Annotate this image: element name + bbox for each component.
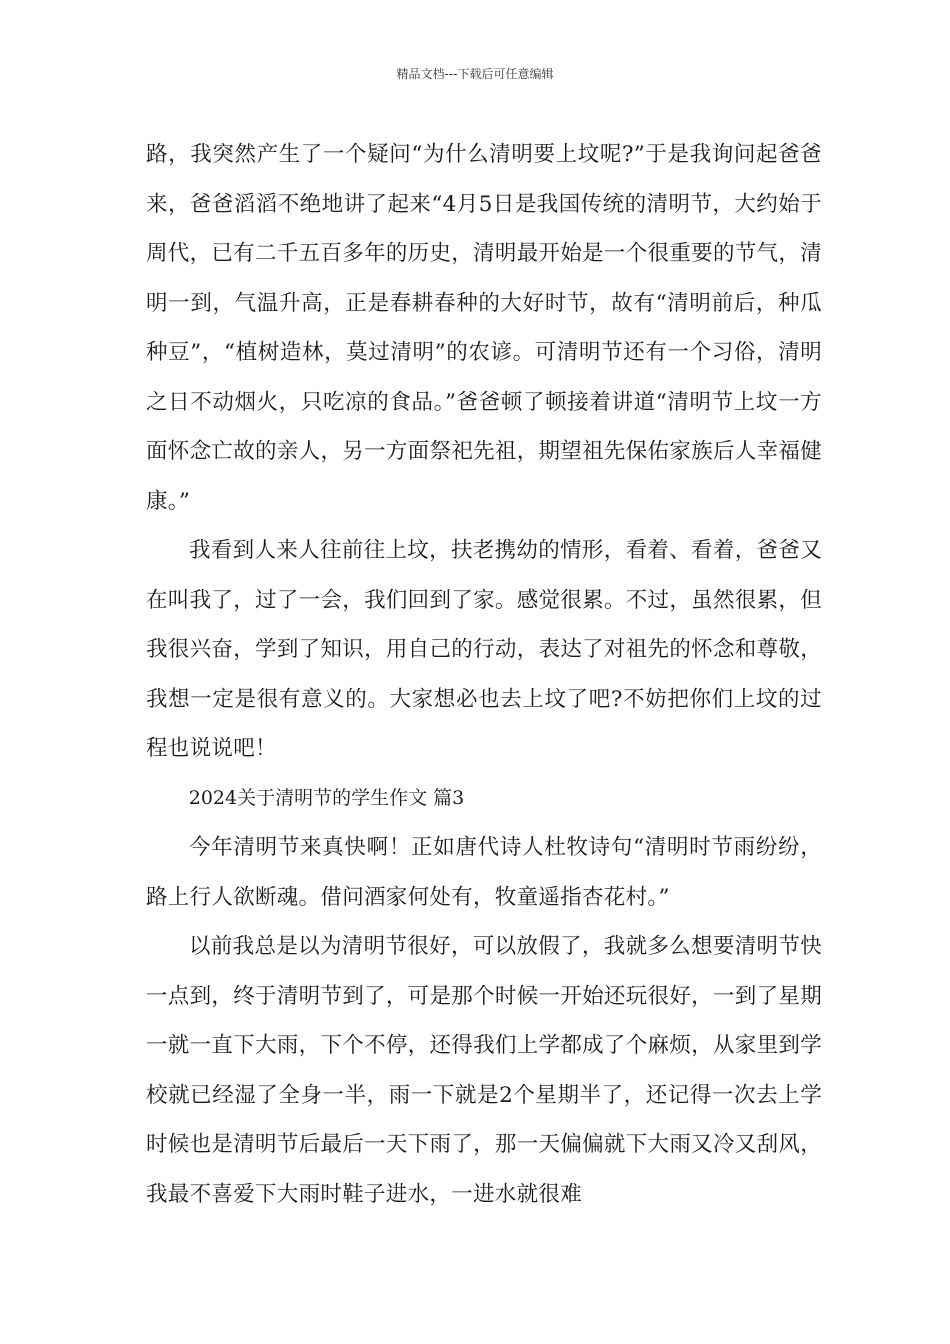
- page-header: 精品文档---下载后可任意编辑: [396, 67, 554, 81]
- paragraph: 以前我总是以为清明节很好，可以放假了，我就多么想要清明节快一点到，终于清明节到了，可是那个时候一开始还玩很好，一到了星期一就一直下大雨，下个不停，还得我们上学都成了个麻烦，从家里到学校就已经湿了全身一半，雨一下就是2个星期半了，还记得一次去上学时候也是清明节后最后一天下雨了，那一天偏偏就下大雨又冷又刮风，我最不喜爱下大雨时鞋子进水，一进水就很难: [146, 934, 822, 1207]
- paragraph: 今年清明节来真快啊！正如唐代诗人杜牧诗句“清明时节雨纷纷，路上行人欲断魂。借问酒家何处有，牧童遥指杏花村。”: [146, 835, 822, 910]
- paragraph: 我看到人来人往前往上坟，扶老携幼的情形，看着、看着，爸爸又在叫我了，过了一会，我们回到了家。感觉很累。不过，虽然很累，但我很兴奋，学到了知识，用自己的行动，表达了对祖先的怀念和尊敬，我想一定是很有意义的。大家想必也去上坟了吧?不妨把你们上坟的过程也说说吧！: [146, 538, 822, 761]
- section-title: 2024关于清明节的学生作文 篇3: [188, 786, 465, 809]
- document-body: [146, 130, 822, 1219]
- paragraph-continuation: 路，我突然产生了一个疑问“为什么清明要上坟呢?”于是我询问起爸爸来，爸爸滔滔不绝地讲了起来“4月5日是我国传统的清明节，大约始于周代，已有二千五百多年的历史，清明最开始是一个很重要的节气，清明一到，气温升高，正是春耕春种的大好时节，故有“清明前后，种瓜种豆”，“植树造林，莫过清明”的农谚。可清明节还有一个习俗，清明之日不动烟火，只吃凉的食品。”爸爸顿了顿接着讲道“清明节上坟一方面怀念亡故的亲人，另一方面祭祀先祖，期望祖先保佑家族后人幸福健康。”: [146, 142, 822, 514]
